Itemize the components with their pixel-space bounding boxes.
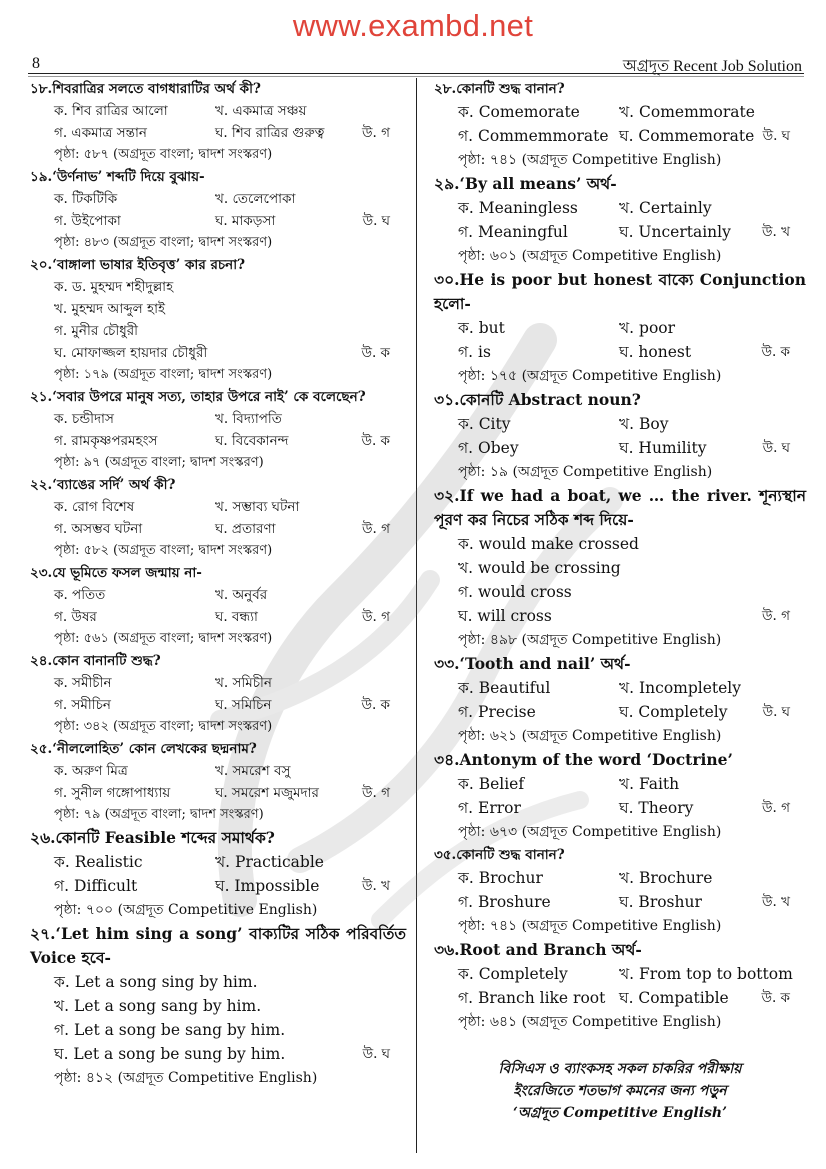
option: ক. ড. মুহম্মদ শহীদুল্লাহ xyxy=(54,279,174,295)
question-title: ৩৪.Antonym of the word ‘Doctrine’ xyxy=(434,750,733,769)
option: খ. বিদ্যাপতি xyxy=(215,411,282,427)
right-column xyxy=(434,78,806,1034)
question-30 xyxy=(434,268,806,388)
option: ঘ. Uncertainly xyxy=(619,223,731,241)
option: খ. From top to bottom xyxy=(619,965,793,983)
option: ক. টিকটিকি xyxy=(54,191,118,207)
option: খ. Let a song sang by him. xyxy=(54,997,262,1015)
option-row xyxy=(30,874,406,898)
promo-line: ‘অগ্রদূত Competitive English’ xyxy=(513,1105,727,1121)
site-title[interactable]: www.exambd.net xyxy=(292,8,534,43)
option-row xyxy=(434,796,806,820)
left-column xyxy=(30,78,406,1090)
column-divider xyxy=(416,78,417,1153)
option: ঘ. সমিচিন xyxy=(215,697,272,713)
question-35 xyxy=(434,844,806,938)
question-title: ২৫.‘নীললোহিত’ কোন লেখকের ছদ্মনাম? xyxy=(30,741,257,757)
option: গ. রামকৃষ্ণপরমহংস xyxy=(54,433,158,449)
answer-key: উ. ঘ xyxy=(362,1046,390,1062)
question-20 xyxy=(30,254,406,386)
option: ঘ. Humility xyxy=(619,439,707,457)
option-row xyxy=(30,122,406,144)
question-19 xyxy=(30,166,406,254)
answer-key: উ. খ xyxy=(762,894,790,910)
option: গ. একমাত্র সন্তান xyxy=(54,125,147,141)
option-row xyxy=(30,518,406,540)
option: ক. City xyxy=(458,415,511,433)
question-title: ৩৫.কোনটি শুদ্ধ বানান? xyxy=(434,847,565,863)
option-row xyxy=(30,1042,406,1066)
page-reference: পৃষ্ঠা: ৭৪১ (অগ্রদূত Competitive English) xyxy=(458,918,722,934)
option: খ. Brochure xyxy=(619,869,713,887)
answer-key: উ. গ xyxy=(362,785,390,801)
question-29 xyxy=(434,172,806,268)
option-row xyxy=(30,606,406,628)
question-title: ২৩.যে ভূমিতে ফসল জন্মায় না- xyxy=(30,565,202,581)
page-reference: পৃষ্ঠা: ৬২১ (অগ্রদূত Competitive English) xyxy=(458,728,722,744)
option: ঘ. will cross xyxy=(458,607,552,625)
question-title: ২৬.কোনটি Feasible শব্দের সমার্থক? xyxy=(30,828,275,847)
option: খ. তেলেপোকা xyxy=(215,191,296,207)
option: খ. সমিচীন xyxy=(215,675,272,691)
option: গ. Difficult xyxy=(54,877,138,895)
question-28 xyxy=(434,78,806,172)
option: ঘ. বন্ধ্যা xyxy=(215,609,258,625)
question-title: ২১.‘সবার উপরে মানুষ সত্য, তাহার উপরে নাই’ কে বলেছেন? xyxy=(30,389,366,405)
option: ক. চন্ডীদাস xyxy=(54,411,114,427)
option: খ. অনুর্বর xyxy=(215,587,268,603)
page-reference: পৃষ্ঠা: ৬৪১ (অগ্রদূত Competitive English) xyxy=(458,1014,722,1030)
question-title: ২৯.‘By all means’ অর্থ- xyxy=(434,174,617,193)
option: ক. অরুণ মিত্র xyxy=(54,763,128,779)
option-row xyxy=(434,340,806,364)
option: খ. would be crossing xyxy=(458,559,621,577)
question-36 xyxy=(434,938,806,1034)
question-24 xyxy=(30,650,406,738)
option: গ. Obey xyxy=(458,439,519,457)
page-reference: পৃষ্ঠা: ৬০১ (অগ্রদূত Competitive English) xyxy=(458,248,722,264)
question-title: ৩৬.Root and Branch অর্থ- xyxy=(434,940,642,959)
option-row xyxy=(434,196,806,220)
option: খ. Boy xyxy=(619,415,669,433)
question-title: ২০.‘বাঙ্গালা ভাষার ইতিবৃত্ত’ কার রচনা? xyxy=(30,257,246,273)
option-row xyxy=(30,850,406,874)
answer-key: উ. ক xyxy=(761,344,790,360)
page-reference: পৃষ্ঠা: ৩৪২ (অগ্রদূত বাংলা; দ্বাদশ সংস্করণ) xyxy=(54,719,273,734)
page-reference: পৃষ্ঠা: ১৭৯ (অগ্রদূত বাংলা; দ্বাদশ সংস্করণ) xyxy=(54,367,273,382)
option: গ. Let a song be sang by him. xyxy=(54,1021,286,1039)
option-row xyxy=(434,124,806,148)
option: খ. সম্ভাব্য ঘটনা xyxy=(215,499,300,515)
promo-line: ইংরেজিতে শতভাগ কমনের জন্য পড়ুন xyxy=(513,1083,727,1099)
question-title: ৩০.He is poor but honest বাক্যে Conjunction হলো- xyxy=(434,270,806,313)
option: ক. পতিত xyxy=(54,587,106,603)
question-23 xyxy=(30,562,406,650)
option-row xyxy=(434,436,806,460)
answer-key: উ. ঘ xyxy=(762,128,790,144)
option-row xyxy=(30,782,406,804)
option: ক. রোগ বিশেষ xyxy=(54,499,135,515)
page-number: 8 xyxy=(32,55,40,72)
option: ক. Comemorate xyxy=(458,103,580,121)
page-reference: পৃষ্ঠা: ১৯ (অগ্রদূত Competitive English) xyxy=(458,464,713,480)
page-reference: পৃষ্ঠা: ৯৭ (অগ্রদূত বাংলা; দ্বাদশ সংস্করণ) xyxy=(54,455,264,470)
answer-key: উ. ক xyxy=(361,345,390,361)
answer-key: উ. গ xyxy=(362,125,390,141)
option: গ. উষর xyxy=(54,609,97,625)
question-34 xyxy=(434,748,806,844)
option: খ. Faith xyxy=(619,775,680,793)
page-reference: পৃষ্ঠা: ৭০০ (অগ্রদূত Competitive English) xyxy=(54,902,318,918)
option: ক. সমীচীন xyxy=(54,675,112,691)
question-21 xyxy=(30,386,406,474)
option: ক. Completely xyxy=(458,965,568,983)
option-row xyxy=(434,412,806,436)
page-reference: পৃষ্ঠা: ১৭৫ (অগ্রদূত Competitive English) xyxy=(458,368,722,384)
option: খ. Practicable xyxy=(215,853,324,871)
page-reference: পৃষ্ঠা: ৫৬১ (অগ্রদূত বাংলা; দ্বাদশ সংস্করণ) xyxy=(54,631,273,646)
option-row xyxy=(30,408,406,430)
question-title: ২৭.‘Let him sing a song’ বাক্যটির সঠিক পরিবর্তিত Voice হবে- xyxy=(30,924,406,967)
option: খ. poor xyxy=(619,319,676,337)
option-row xyxy=(434,986,806,1010)
answer-key: উ. ঘ xyxy=(762,440,790,456)
question-title: ১৮.শিবরাত্রির সলতে বাগধারাটির অর্থ কী? xyxy=(30,81,261,97)
option-row xyxy=(30,210,406,232)
question-title: ১৯.‘উর্ণনাভ’ শব্দটি দিয়ে বুঝায়- xyxy=(30,169,205,185)
answer-key: উ. খ xyxy=(362,878,390,894)
option: ক. Beautiful xyxy=(458,679,551,697)
option: ঘ. Commemorate xyxy=(619,127,755,145)
option-row xyxy=(30,342,406,364)
option: গ. is xyxy=(458,343,491,361)
option: গ. Commemmorate xyxy=(458,127,609,145)
option: গ. সমীচিন xyxy=(54,697,111,713)
answer-key: উ. ক xyxy=(361,433,390,449)
option: গ. উইপোকা xyxy=(54,213,121,229)
question-title: ৩১.কোনটি Abstract noun? xyxy=(434,390,641,409)
question-33 xyxy=(434,652,806,748)
option: খ. মুহম্মদ আব্দুল হাই xyxy=(54,301,166,317)
page-reference: পৃষ্ঠা: ৫৮২ (অগ্রদূত বাংলা; দ্বাদশ সংস্করণ) xyxy=(54,543,273,558)
option: ঘ. সমরেশ মজুমদার xyxy=(215,785,319,801)
option: গ. মুনীর চৌধুরী xyxy=(54,323,139,339)
option: ঘ. মাকড়সা xyxy=(215,213,276,229)
question-25 xyxy=(30,738,406,826)
option-row xyxy=(30,188,406,210)
option: ক. would make crossed xyxy=(458,535,639,553)
option: গ. Branch like root xyxy=(458,989,606,1007)
option: ঘ. Theory xyxy=(619,799,694,817)
answer-key: উ. ঘ xyxy=(762,704,790,720)
option: গ. অসম্ভব ঘটনা xyxy=(54,521,143,537)
answer-key: উ. খ xyxy=(762,224,790,240)
answer-key: উ. ঘ xyxy=(362,213,390,229)
question-22 xyxy=(30,474,406,562)
header-rule-secondary xyxy=(28,76,804,77)
option: খ. সমরেশ বসু xyxy=(215,763,291,779)
option-row xyxy=(434,604,806,628)
option: গ. would cross xyxy=(458,583,572,601)
question-title: ২৪.কোন বানানটি শুদ্ধ? xyxy=(30,653,161,669)
option: ক. Let a song sing by him. xyxy=(54,973,258,991)
page-reference: পৃষ্ঠা: ৭৪১ (অগ্রদূত Competitive English) xyxy=(458,152,722,168)
option-row xyxy=(434,890,806,914)
option: ক. Realistic xyxy=(54,853,143,871)
running-header: অগ্রদূত Recent Job Solution xyxy=(622,58,802,75)
option-row xyxy=(30,496,406,518)
option: ঘ. মোফাজ্জল হায়দার চৌধুরী xyxy=(54,345,208,361)
question-title: ৩২.If we had a boat, we … the river. শূন্যস্থান পূরণ কর নিচের সঠিক শব্দ দিয়ে- xyxy=(434,486,806,529)
option: খ. Incompletely xyxy=(619,679,742,697)
option-row xyxy=(434,962,806,986)
option: গ. Precise xyxy=(458,703,536,721)
option: ঘ. শিব রাত্রির গুরুত্ব xyxy=(215,125,325,141)
option: ঘ. Compatible xyxy=(619,989,729,1007)
option: গ. Error xyxy=(458,799,521,817)
answer-key: উ. গ xyxy=(762,608,790,624)
option-row xyxy=(434,772,806,796)
option-row xyxy=(434,866,806,890)
option: ঘ. প্রতারণা xyxy=(215,521,276,537)
option-row xyxy=(30,694,406,716)
header-rule xyxy=(28,73,804,74)
option: ঘ. honest xyxy=(619,343,692,361)
promo-line: বিসিএস ও ব্যাংকসহ সকল চাকরির পরীক্ষায় xyxy=(498,1061,742,1077)
option: ক. but xyxy=(458,319,505,337)
page-reference: পৃষ্ঠা: ৬৭৩ (অগ্রদূত Competitive English) xyxy=(458,824,722,840)
option-row xyxy=(30,672,406,694)
option-row xyxy=(30,760,406,782)
option: খ. Comemmorate xyxy=(619,103,755,121)
option: ঘ. Broshur xyxy=(619,893,702,911)
option-row xyxy=(434,316,806,340)
option-row xyxy=(434,220,806,244)
question-26 xyxy=(30,826,406,922)
option-row xyxy=(30,100,406,122)
option: ক. Belief xyxy=(458,775,525,793)
option: ঘ. বিবেকানন্দ xyxy=(215,433,289,449)
answer-key: উ. ক xyxy=(761,990,790,1006)
answer-key: উ. গ xyxy=(362,609,390,625)
promo-box xyxy=(434,1058,806,1124)
page-reference: পৃষ্ঠা: ৪৮৩ (অগ্রদূত বাংলা; দ্বাদশ সংস্করণ) xyxy=(54,235,273,250)
option-row xyxy=(30,430,406,452)
option: গ. সুনীল গঙ্গোপাধ্যায় xyxy=(54,785,171,801)
option: ঘ. Let a song be sung by him. xyxy=(54,1045,286,1063)
option-row xyxy=(30,584,406,606)
option-row xyxy=(434,676,806,700)
option: ক. Brochur xyxy=(458,869,543,887)
question-title: ২২.‘ব্যাঙের সর্দি’ অর্থ কী? xyxy=(30,477,176,493)
option-row xyxy=(434,100,806,124)
option: খ. একমাত্র সঞ্চয় xyxy=(215,103,307,119)
option: ঘ. Completely xyxy=(619,703,728,721)
page-reference: পৃষ্ঠা: ৪৯৮ (অগ্রদূত Competitive English) xyxy=(458,632,722,648)
question-27 xyxy=(30,922,406,1090)
answer-key: উ. গ xyxy=(762,800,790,816)
option: ঘ. Impossible xyxy=(215,877,320,895)
option: গ. Broshure xyxy=(458,893,551,911)
option: গ. Meaningful xyxy=(458,223,568,241)
question-title: ২৮.কোনটি শুদ্ধ বানান? xyxy=(434,81,565,97)
page-reference: পৃষ্ঠা: ৫৮৭ (অগ্রদূত বাংলা; দ্বাদশ সংস্করণ) xyxy=(54,147,273,162)
answer-key: উ. ক xyxy=(361,697,390,713)
question-title: ৩৩.‘Tooth and nail’ অর্থ- xyxy=(434,654,631,673)
option: ক. শিব রাত্রির আলো xyxy=(54,103,168,119)
option: খ. Certainly xyxy=(619,199,712,217)
answer-key: উ. গ xyxy=(362,521,390,537)
page-reference: পৃষ্ঠা: ৪১২ (অগ্রদূত Competitive English) xyxy=(54,1070,318,1086)
question-32 xyxy=(434,484,806,652)
question-18 xyxy=(30,78,406,166)
option: ক. Meaningless xyxy=(458,199,578,217)
question-31 xyxy=(434,388,806,484)
option-row xyxy=(434,700,806,724)
page-reference: পৃষ্ঠা: ৭৯ (অগ্রদূত বাংলা; দ্বাদশ সংস্করণ) xyxy=(54,807,264,822)
